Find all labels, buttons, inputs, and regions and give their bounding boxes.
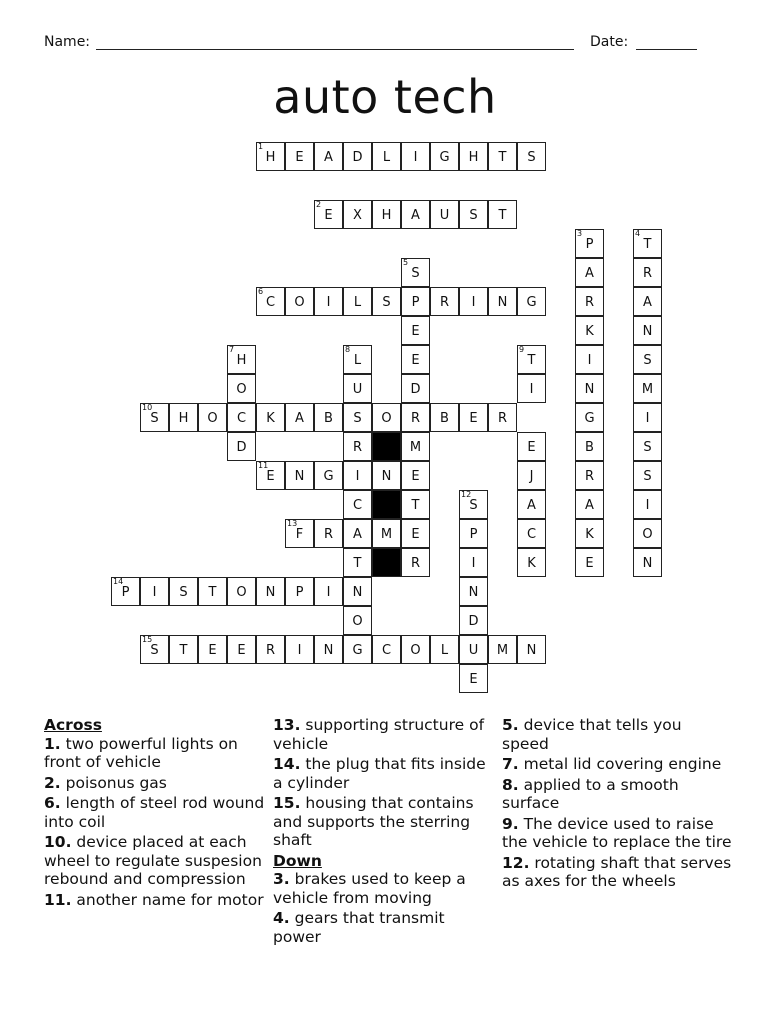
grid-cell[interactable] — [459, 200, 488, 229]
grid-cell[interactable] — [314, 461, 343, 490]
cell-letter: I — [326, 585, 331, 600]
cell-letter: S — [411, 266, 420, 281]
grid-cell[interactable] — [459, 142, 488, 171]
cell-letter: P — [469, 527, 478, 542]
across-heading: Across — [44, 716, 102, 734]
grid-cell[interactable] — [401, 345, 430, 374]
clue-across-15: 15. housing that contains and supports the sterring shaft — [273, 794, 474, 849]
grid-cell[interactable] — [372, 142, 401, 171]
cell-letter: G — [584, 411, 595, 426]
clue-across-11: 11. another name for motor — [44, 890, 264, 909]
clue-number: 11 — [258, 461, 269, 470]
cell-letter: L — [382, 150, 391, 165]
clue-down-3: 3. brakes used to keep a vehicle from moving — [273, 870, 466, 907]
grid-cell[interactable] — [314, 142, 343, 171]
grid-cell[interactable] — [343, 635, 372, 664]
grid-cell[interactable] — [227, 577, 256, 606]
grid-cell[interactable] — [633, 374, 662, 403]
cell-letter: T — [179, 643, 188, 658]
clue-number: 4 — [635, 229, 641, 238]
grid-cell[interactable] — [169, 403, 198, 432]
grid-cell[interactable] — [401, 490, 430, 519]
clue-across-13: 13. supporting structure of vehicle — [273, 716, 485, 753]
grid-cell[interactable] — [430, 403, 459, 432]
cell-letter: E — [266, 469, 275, 484]
cell-letter: E — [411, 527, 420, 542]
cell-letter: N — [642, 324, 653, 339]
grid-cell[interactable] — [256, 577, 285, 606]
cell-letter: I — [587, 353, 592, 368]
cell-letter: X — [353, 208, 362, 223]
cell-letter: N — [323, 643, 334, 658]
cell-letter: O — [410, 643, 421, 658]
grid-cell[interactable] — [140, 635, 169, 664]
cell-letter: S — [469, 498, 478, 513]
grid-cell[interactable] — [575, 374, 604, 403]
cell-letter: M — [496, 643, 509, 658]
grid-cell[interactable] — [343, 461, 372, 490]
clue-across-14: 14. the plug that fits inside a cylinder — [273, 755, 486, 792]
cell-letter: D — [410, 382, 421, 397]
grid-cell[interactable] — [459, 519, 488, 548]
grid-cell[interactable] — [430, 200, 459, 229]
grid-cell[interactable] — [633, 490, 662, 519]
clue-across-6: 6. length of steel rod wound into coil — [44, 794, 265, 831]
clue-number: 8 — [345, 345, 351, 354]
grid-cell[interactable] — [285, 519, 314, 548]
cell-letter: L — [440, 643, 449, 658]
grid-cell[interactable] — [372, 287, 401, 316]
cell-letter: E — [469, 411, 478, 426]
grid-cell[interactable] — [488, 403, 517, 432]
grid-cell[interactable] — [430, 635, 459, 664]
cell-letter: F — [295, 527, 304, 542]
cell-letter: M — [409, 440, 422, 455]
grid-cell[interactable] — [575, 287, 604, 316]
cell-letter: S — [353, 411, 362, 426]
cell-letter: R — [265, 643, 276, 658]
clue-down-7: 7. metal lid covering engine — [502, 755, 722, 773]
cell-letter: C — [265, 295, 276, 310]
cell-letter: K — [527, 556, 536, 571]
grid-cell[interactable] — [401, 374, 430, 403]
page-title: auto tech — [273, 70, 497, 124]
grid-cell[interactable] — [633, 461, 662, 490]
grid-cell[interactable] — [633, 519, 662, 548]
grid-cell[interactable] — [517, 635, 546, 664]
cell-letter: R — [410, 411, 421, 426]
cell-letter: N — [468, 585, 479, 600]
clue-number: 14 — [113, 577, 124, 586]
grid-cell[interactable] — [372, 200, 401, 229]
grid-cell[interactable] — [488, 200, 517, 229]
cell-letter: O — [381, 411, 392, 426]
cell-letter: S — [643, 469, 652, 484]
grid-cell[interactable] — [633, 229, 662, 258]
clue-number: 2 — [316, 200, 322, 209]
grid-cell[interactable] — [285, 461, 314, 490]
cell-letter: N — [352, 585, 363, 600]
grid-cell[interactable] — [488, 142, 517, 171]
grid-cell[interactable] — [314, 403, 343, 432]
cell-letter: I — [297, 643, 302, 658]
grid-cell[interactable] — [372, 461, 401, 490]
clue-down-4: 4. gears that transmit power — [273, 909, 445, 946]
cell-letter: E — [469, 672, 478, 687]
cell-letter: R — [323, 527, 334, 542]
grid-cell[interactable] — [401, 635, 430, 664]
grid-cell[interactable] — [401, 258, 430, 287]
black-square — [372, 548, 401, 577]
cell-letter: S — [469, 208, 478, 223]
clue-across-2: 2. poisonus gas — [44, 773, 167, 792]
cell-letter: P — [585, 237, 594, 252]
cell-letter: I — [471, 556, 476, 571]
grid-cell[interactable] — [575, 229, 604, 258]
grid-cell[interactable] — [633, 287, 662, 316]
cell-letter: R — [352, 440, 363, 455]
grid-cell[interactable] — [401, 316, 430, 345]
grid-cell[interactable] — [459, 403, 488, 432]
cell-letter: I — [645, 498, 650, 513]
grid-cell[interactable] — [459, 635, 488, 664]
down-heading: Down — [273, 851, 322, 870]
cell-letter: O — [352, 614, 363, 629]
grid-cell[interactable] — [459, 287, 488, 316]
cell-letter: D — [236, 440, 247, 455]
clue-across-1: 1. two powerful lights on front of vehicle — [44, 734, 238, 771]
cell-letter: K — [585, 324, 594, 339]
cell-letter: H — [236, 353, 247, 368]
grid-cell[interactable] — [285, 577, 314, 606]
cell-letter: E — [527, 440, 536, 455]
cell-letter: I — [471, 295, 476, 310]
cell-letter: S — [643, 440, 652, 455]
cell-letter: I — [355, 469, 360, 484]
cell-letter: M — [380, 527, 393, 542]
grid-cell[interactable] — [575, 519, 604, 548]
grid-cell[interactable] — [575, 403, 604, 432]
grid-cell[interactable] — [633, 258, 662, 287]
cell-letter: T — [208, 585, 217, 600]
cell-letter: T — [498, 208, 507, 223]
grid-cell[interactable] — [459, 577, 488, 606]
cell-letter: K — [266, 411, 275, 426]
cell-letter: E — [411, 353, 420, 368]
cell-letter: B — [440, 411, 449, 426]
grid-cell[interactable] — [633, 548, 662, 577]
clue-across-10: 10. device placed at each wheel to regulate suspesion rebound and compression — [44, 833, 262, 888]
grid-cell[interactable] — [111, 577, 140, 606]
cell-letter: I — [529, 382, 534, 397]
grid-cell[interactable] — [343, 287, 372, 316]
grid-cell[interactable] — [459, 606, 488, 635]
grid-cell[interactable] — [227, 432, 256, 461]
grid-cell[interactable] — [285, 403, 314, 432]
grid-cell[interactable] — [401, 548, 430, 577]
grid-cell[interactable] — [343, 577, 372, 606]
cell-letter: O — [207, 411, 218, 426]
grid-cell[interactable] — [343, 606, 372, 635]
cell-letter: A — [324, 150, 333, 165]
grid-cell[interactable] — [343, 490, 372, 519]
cell-letter: S — [382, 295, 391, 310]
clue-number: 12 — [461, 490, 472, 499]
grid-cell[interactable] — [517, 345, 546, 374]
clue-number: 10 — [142, 403, 153, 412]
cell-letter: M — [641, 382, 654, 397]
cell-letter: P — [411, 295, 420, 310]
cell-letter: G — [323, 469, 334, 484]
cell-letter: P — [295, 585, 304, 600]
grid-cell[interactable] — [169, 577, 198, 606]
grid-cell[interactable] — [517, 548, 546, 577]
grid-cell[interactable] — [198, 403, 227, 432]
cell-letter: H — [381, 208, 392, 223]
grid-cell[interactable] — [227, 403, 256, 432]
grid-cell[interactable] — [343, 142, 372, 171]
cell-letter: D — [352, 150, 363, 165]
cell-letter: S — [150, 411, 159, 426]
grid-cell[interactable] — [140, 577, 169, 606]
grid-cell[interactable] — [517, 490, 546, 519]
grid-cell[interactable] — [401, 432, 430, 461]
clue-number: 7 — [229, 345, 235, 354]
grid-cell[interactable] — [314, 577, 343, 606]
cell-letter: G — [526, 295, 537, 310]
cell-letter: S — [643, 353, 652, 368]
cell-letter: N — [381, 469, 392, 484]
grid-cell[interactable] — [343, 519, 372, 548]
grid-cell[interactable] — [575, 490, 604, 519]
grid-cell[interactable] — [575, 316, 604, 345]
grid-cell[interactable] — [517, 374, 546, 403]
grid-cell[interactable] — [343, 403, 372, 432]
cell-letter: C — [352, 498, 363, 513]
grid-cell[interactable] — [314, 519, 343, 548]
cell-letter: S — [179, 585, 188, 600]
cell-letter: R — [584, 295, 595, 310]
grid-cell[interactable] — [517, 461, 546, 490]
grid-cell[interactable] — [343, 200, 372, 229]
grid-cell[interactable] — [256, 635, 285, 664]
cell-letter: L — [353, 295, 362, 310]
cell-letter: R — [439, 295, 450, 310]
cell-letter: S — [150, 643, 159, 658]
cell-letter: J — [529, 469, 534, 484]
grid-cell[interactable] — [314, 287, 343, 316]
grid-cell[interactable] — [459, 664, 488, 693]
clues-column-2 — [273, 716, 497, 948]
cell-letter: N — [584, 382, 595, 397]
grid-cell[interactable] — [459, 490, 488, 519]
cell-letter: U — [439, 208, 450, 223]
clue-down-9: 9. The device used to raise the vehicle to replace the tire — [502, 814, 732, 851]
cell-letter: A — [411, 208, 420, 223]
cell-letter: E — [237, 643, 246, 658]
cell-letter: E — [324, 208, 333, 223]
cell-letter: O — [236, 382, 247, 397]
grid-cell[interactable] — [575, 345, 604, 374]
grid-cell[interactable] — [633, 432, 662, 461]
grid-cell[interactable] — [372, 403, 401, 432]
grid-cell[interactable] — [633, 316, 662, 345]
cell-letter: B — [585, 440, 594, 455]
cell-letter: G — [439, 150, 450, 165]
grid-cell[interactable] — [401, 403, 430, 432]
clue-down-12: 12. rotating shaft that serves as axes for the wheels — [502, 853, 732, 890]
cell-letter: N — [294, 469, 305, 484]
grid-cell[interactable] — [256, 461, 285, 490]
clue-number: 13 — [287, 519, 298, 528]
grid-cell[interactable] — [633, 403, 662, 432]
cell-letter: A — [585, 498, 594, 513]
cell-letter: T — [353, 556, 362, 571]
grid-cell[interactable] — [285, 142, 314, 171]
grid-cell[interactable] — [285, 287, 314, 316]
grid-cell[interactable] — [401, 142, 430, 171]
clue-number: 3 — [577, 229, 583, 238]
grid-cell[interactable] — [343, 345, 372, 374]
cell-letter: A — [527, 498, 536, 513]
cell-letter: B — [324, 411, 333, 426]
cell-letter: P — [121, 585, 130, 600]
grid-cell[interactable] — [633, 345, 662, 374]
cell-letter: N — [265, 585, 276, 600]
cell-letter: H — [468, 150, 479, 165]
cell-letter: K — [585, 527, 594, 542]
grid-cell[interactable] — [256, 287, 285, 316]
grid-cell[interactable] — [314, 635, 343, 664]
cell-letter: C — [526, 527, 537, 542]
grid-cell[interactable] — [372, 519, 401, 548]
cell-letter: R — [497, 411, 508, 426]
cell-letter: E — [411, 324, 420, 339]
grid-cell[interactable] — [575, 258, 604, 287]
grid-cell[interactable] — [575, 548, 604, 577]
cell-letter: T — [643, 237, 652, 252]
cell-letter: E — [585, 556, 594, 571]
cell-letter: R — [410, 556, 421, 571]
cell-letter: G — [352, 643, 363, 658]
cell-letter: O — [642, 527, 653, 542]
cell-letter: U — [352, 382, 363, 397]
grid-cell[interactable] — [517, 142, 546, 171]
grid-cell[interactable] — [401, 519, 430, 548]
grid-cell[interactable] — [343, 374, 372, 403]
cell-letter: N — [526, 643, 537, 658]
grid-cell[interactable] — [401, 461, 430, 490]
grid-cell[interactable] — [256, 142, 285, 171]
cell-letter: O — [294, 295, 305, 310]
clues-column-1 — [44, 716, 266, 911]
cell-letter: A — [585, 266, 594, 281]
grid-cell[interactable] — [488, 287, 517, 316]
cell-letter: I — [645, 411, 650, 426]
clue-number: 1 — [258, 142, 264, 151]
grid-cell[interactable] — [169, 635, 198, 664]
grid-cell[interactable] — [575, 432, 604, 461]
cell-letter: N — [497, 295, 508, 310]
grid-cell[interactable] — [488, 635, 517, 664]
grid-cell[interactable] — [227, 374, 256, 403]
clue-number: 5 — [403, 258, 409, 267]
cell-letter: D — [468, 614, 479, 629]
grid-cell[interactable] — [459, 548, 488, 577]
cell-letter: A — [643, 295, 652, 310]
clue-number: 9 — [519, 345, 525, 354]
grid-cell[interactable] — [285, 635, 314, 664]
cell-letter: E — [295, 150, 304, 165]
clue-number: 6 — [258, 287, 264, 296]
cell-letter: H — [265, 150, 276, 165]
grid-cell[interactable] — [343, 432, 372, 461]
cell-letter: H — [178, 411, 189, 426]
cell-letter: L — [353, 353, 362, 368]
cell-letter: R — [642, 266, 653, 281]
cell-letter: A — [353, 527, 362, 542]
clues-column-3 — [502, 716, 732, 893]
grid-cell[interactable] — [517, 519, 546, 548]
cell-letter: I — [152, 585, 157, 600]
cell-letter: R — [584, 469, 595, 484]
grid-cell[interactable] — [401, 287, 430, 316]
cell-letter: U — [468, 643, 479, 658]
grid-cell[interactable] — [343, 548, 372, 577]
cell-letter: T — [498, 150, 507, 165]
cell-letter: C — [236, 411, 247, 426]
black-square — [372, 432, 401, 461]
cell-letter: S — [527, 150, 536, 165]
grid-cell[interactable] — [140, 403, 169, 432]
name-label: Name: — [44, 34, 91, 50]
cell-letter: E — [208, 643, 217, 658]
grid-cell[interactable] — [314, 200, 343, 229]
clue-number: 15 — [142, 635, 153, 644]
grid-cell[interactable] — [256, 403, 285, 432]
grid-cell[interactable] — [227, 635, 256, 664]
grid-cell[interactable] — [575, 461, 604, 490]
grid-cell[interactable] — [401, 200, 430, 229]
grid-cell[interactable] — [372, 635, 401, 664]
clue-down-8: 8. applied to a smooth surface — [502, 775, 679, 812]
grid-cell[interactable] — [517, 287, 546, 316]
cell-letter: T — [527, 353, 536, 368]
grid-cell[interactable] — [517, 432, 546, 461]
grid-cell[interactable] — [227, 345, 256, 374]
cell-letter: T — [411, 498, 420, 513]
cell-letter: I — [413, 150, 418, 165]
cell-letter: N — [642, 556, 653, 571]
cell-letter: I — [326, 295, 331, 310]
cell-letter: O — [236, 585, 247, 600]
clue-down-5: 5. device that tells you speed — [502, 716, 682, 753]
cell-letter: E — [411, 469, 420, 484]
grid-cell[interactable] — [198, 577, 227, 606]
cell-letter: A — [295, 411, 304, 426]
cell-letter: C — [381, 643, 392, 658]
grid-cell[interactable] — [430, 287, 459, 316]
date-label: Date: — [590, 34, 629, 50]
grid-cell[interactable] — [198, 635, 227, 664]
black-square — [372, 490, 401, 519]
grid-cell[interactable] — [430, 142, 459, 171]
